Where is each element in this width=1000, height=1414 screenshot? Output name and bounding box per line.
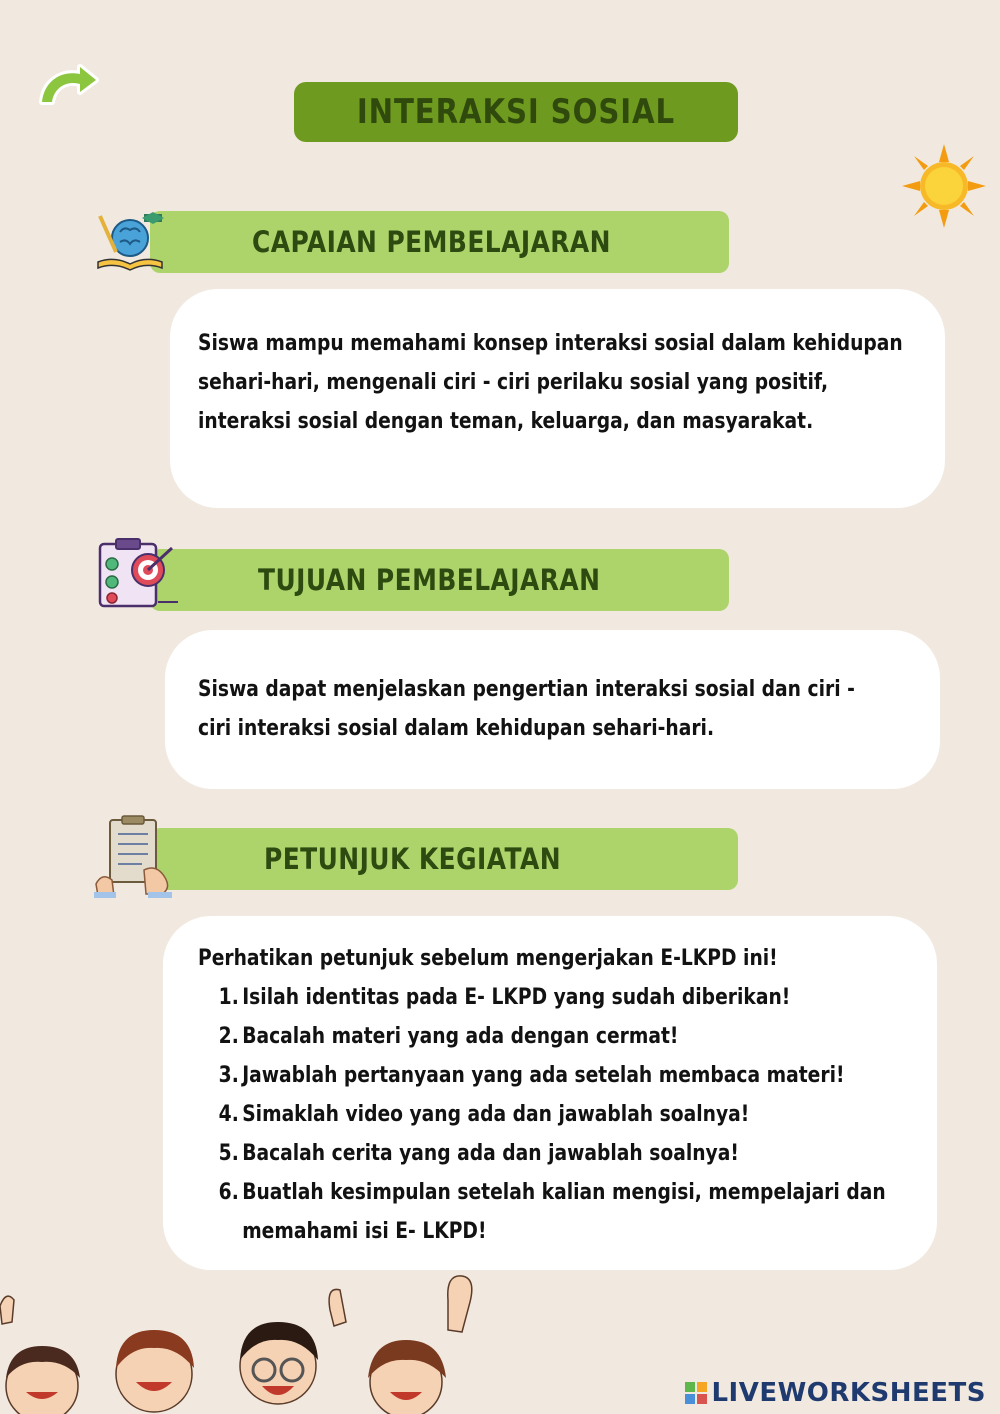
capaian-line-2: sehari-hari, mengenali ciri - ciri perilaku sosial yang positif,: [198, 370, 829, 395]
section-heading-petunjuk: PETUNJUK KEGIATAN: [264, 842, 562, 876]
list-item: [198, 1017, 886, 1056]
arrow-sticker-icon: [36, 64, 100, 108]
sun-icon: [902, 144, 986, 228]
capaian-line-1: Siswa mampu memahami konsep interaksi sosial dalam kehidupan: [198, 331, 903, 356]
list-item: [198, 1173, 886, 1212]
instruction-list: [198, 978, 886, 1251]
target-checklist-icon: [92, 536, 178, 610]
liveworksheets-logo-icon: [685, 1382, 707, 1404]
section-header-petunjuk: [150, 828, 738, 890]
clipboard-hand-icon: [92, 814, 176, 898]
brain-book-icon: [92, 208, 168, 274]
list-number: 1.: [218, 985, 239, 1010]
tujuan-line-2: ciri interaksi sosial dalam kehidupan sehari-hari.: [198, 716, 715, 741]
list-number: 5.: [218, 1141, 239, 1166]
list-text: Jawablah pertanyaan yang ada setelah membaca materi!: [242, 1063, 845, 1088]
page-title: INTERAKSI SOSIAL: [356, 92, 676, 132]
list-item: [198, 978, 886, 1017]
content-card-tujuan: [165, 630, 940, 789]
capaian-line-3: interaksi sosial dengan teman, keluarga, dan masyarakat.: [198, 409, 814, 434]
section-heading-capaian: CAPAIAN PEMBELAJARAN: [252, 225, 611, 259]
list-item: [198, 1134, 886, 1173]
list-text: Bacalah cerita yang ada dan jawablah soalnya!: [242, 1141, 739, 1166]
brand-name: LIVEWORKSHEETS: [711, 1378, 986, 1408]
list-text: Bacalah materi yang ada dengan cermat!: [242, 1024, 679, 1049]
list-text: Isilah identitas pada E- LKPD yang sudah diberikan!: [242, 985, 791, 1010]
list-number: 3.: [218, 1063, 239, 1088]
section-header-tujuan: [150, 549, 729, 611]
tujuan-line-1: Siswa dapat menjelaskan pengertian interaksi sosial dan ciri -: [198, 677, 855, 702]
list-item: [198, 1056, 886, 1095]
list-number: 6.: [218, 1180, 239, 1205]
section-header-capaian: [150, 211, 729, 273]
list-item: [198, 1095, 886, 1134]
list-item-continuation: [198, 1212, 886, 1251]
section-heading-tujuan: TUJUAN PEMBELAJARAN: [258, 563, 601, 597]
petunjuk-intro: Perhatikan petunjuk sebelum mengerjakan E-LKPD ini!: [198, 946, 778, 971]
list-text: Buatlah kesimpulan setelah kalian mengisi, mempelajari dan: [242, 1180, 886, 1205]
list-text: memahami isi E- LKPD!: [242, 1219, 487, 1244]
liveworksheets-logo: [685, 1378, 986, 1408]
title-banner: [294, 82, 738, 142]
list-number: 2.: [218, 1024, 239, 1049]
list-number: 4.: [218, 1102, 239, 1127]
content-card-petunjuk: [163, 916, 937, 1270]
content-card-capaian: [170, 289, 945, 508]
children-cheering-illustration: [0, 1270, 520, 1414]
list-text: Simaklah video yang ada dan jawablah soalnya!: [242, 1102, 750, 1127]
